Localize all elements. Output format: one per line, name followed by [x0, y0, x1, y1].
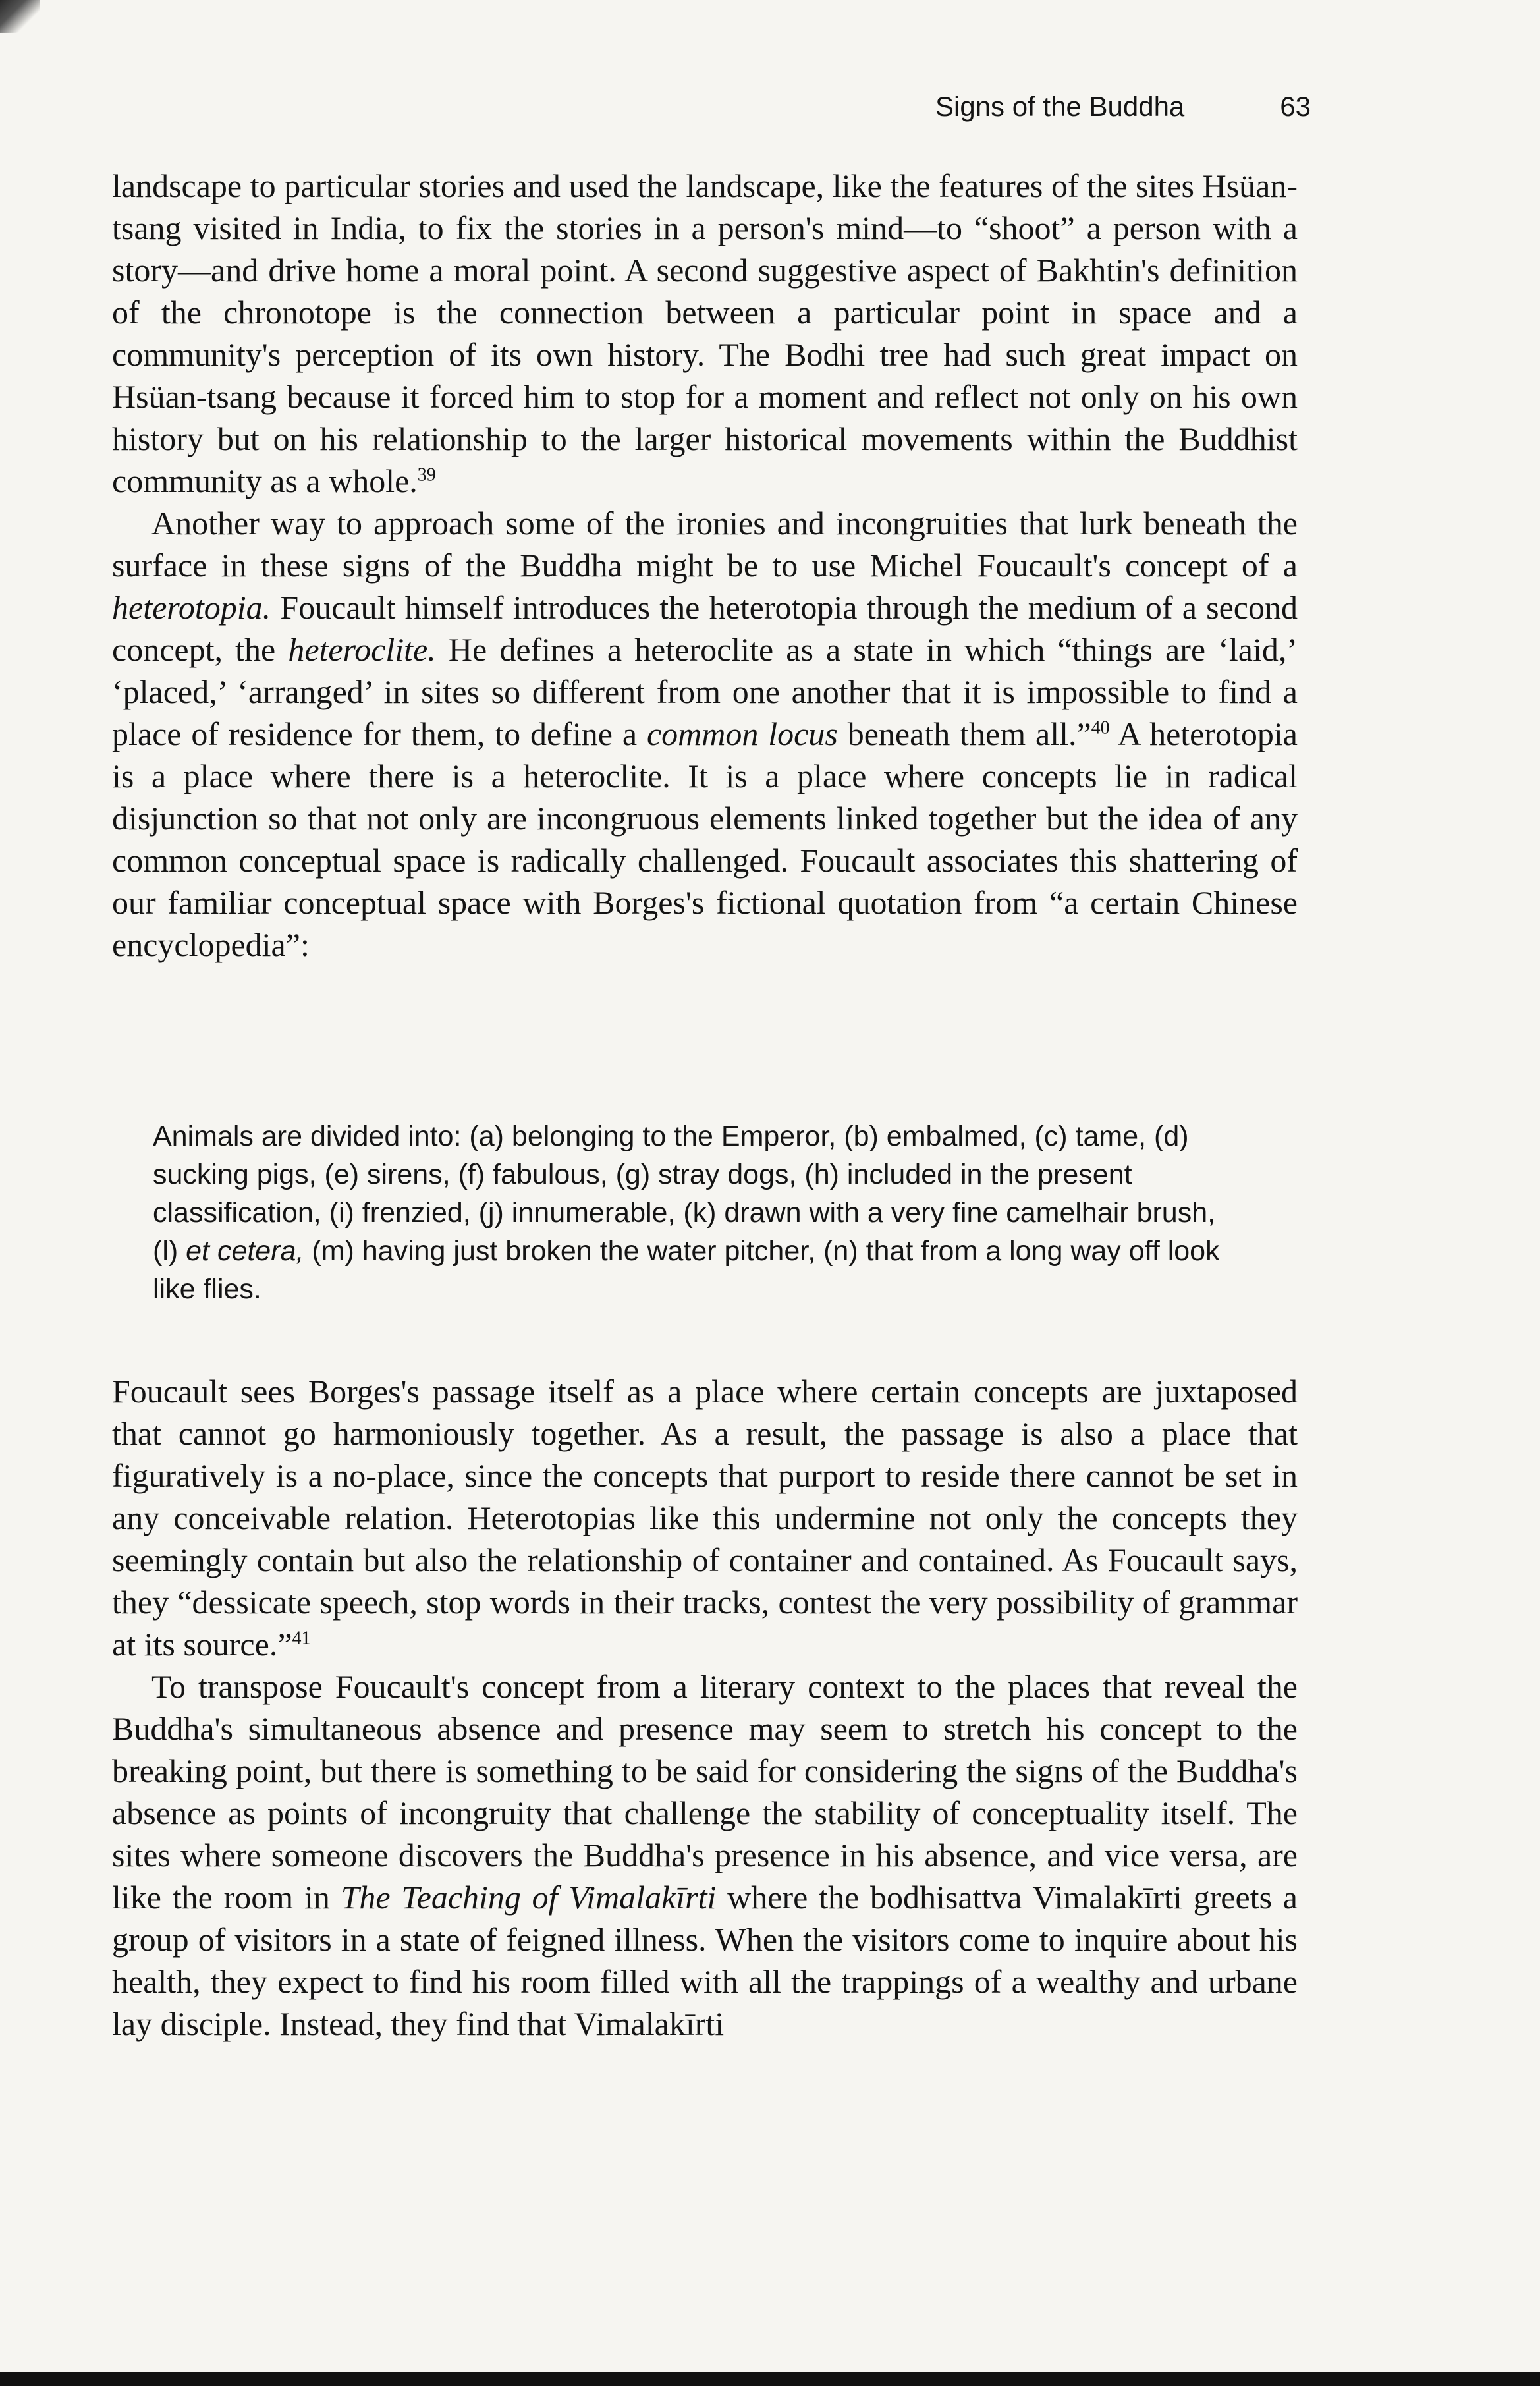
paragraph-2: Another way to approach some of the ironies and incongruities that lurk beneath the surface in these signs of the Buddha might be to use Michel Foucault's concept of a heterotopia. Foucault himself introduces the heterotopia through the medium of a second concept, the heteroclite. He defines a heteroclite as a state in which “things are ‘laid,’ ‘placed,’ ‘arranged’ in sites so different from one another that it is impossible to find a place of residence for them, to define a common locus beneath them all.”$^{40}$ A heterotopia is a place where there is a heteroclite. It is a place where concepts lie in radical disjunction so that not only are incongruous elements linked together but the idea of any common conceptual space is radically challenged. Foucault associates this shattering of our familiar conceptual space with Borges's fictional quotation from “a certain Chinese encyclopedia”:	[112, 505, 1298, 963]
page-bottom-edge	[0, 2372, 1540, 2386]
block-quotation: Animals are divided into: (a) belonging to the Emperor, (b) embalmed, (c) tame, (d) sucking pigs, (e) sirens, (f) fabulous, (g) stray dogs, (h) included in the present classification, (i) frenzied, (j) innumerable, (k) drawn with a very fine camelhair brush, (l) et cetera, (m) having just broken the water pitcher, (n) that from a long way off look like flies.	[153, 1121, 1220, 1305]
running-title: Signs of the Buddha	[935, 91, 1185, 122]
running-head	[935, 87, 1311, 126]
lower-text-block	[112, 1370, 1298, 2045]
paragraph-3: Foucault sees Borges's passage itself as a place where certain concepts are juxtaposed that cannot go harmoniously together. As a result, the passage is also a place that figuratively is a no-place, since the concepts that purport to reside there cannot be set in any conceivable relation. Heterotopias like this undermine not only the concepts they seemingly contain but also the relationship of container and contained. As Foucault says, they “dessicate speech, stop words in their tracks, contest the very possibility of grammar at its source.”$^{41}$	[112, 1373, 1298, 1663]
footnote-ref-40[interactable]: 40	[1091, 717, 1110, 738]
footnote-ref-41[interactable]: 41	[292, 1628, 311, 1649]
paragraph-1: landscape to particular stories and used the landscape, like the features of the sites Hsüan-tsang visited in India, to fix the stories in a person's mind—to “shoot” a person with a story—and drive home a moral point. A second suggestive aspect of Bakhtin's definition of the chronotope is the connection between a particular point in space and a community's perception of its own history. The Bodhi tree had such great impact on Hsüan-tsang because it forced him to stop for a moment and reflect not only on his own history but on his relationship to the larger historical movements within the Buddhist community as a whole.$^{39}$	[112, 167, 1298, 499]
paragraph-4: To transpose Foucault's concept from a literary context to the places that reveal the Buddha's simultaneous absence and presence may seem to stretch his concept to the breaking point, but there is something to be said for considering the signs of the Buddha's absence as points of incongruity that challenge the stability of conceptuality itself. The sites where someone discovers the Buddha's presence in his absence, and vice versa, are like the room in The Teaching of Vimalakīrti where the bodhisattva Vimalakīrti greets a group of visitors in a state of feigned illness. When the visitors come to inquire about his health, they expect to find his room filled with all the trappings of a wealthy and urbane lay disciple. Instead, they find that Vimalakīrti	[112, 1668, 1298, 2042]
page-edge-shadow	[0, 0, 40, 33]
footnote-ref-39[interactable]: 39	[417, 464, 436, 486]
page-number: 63	[1280, 91, 1311, 122]
upper-text-block	[112, 165, 1298, 966]
